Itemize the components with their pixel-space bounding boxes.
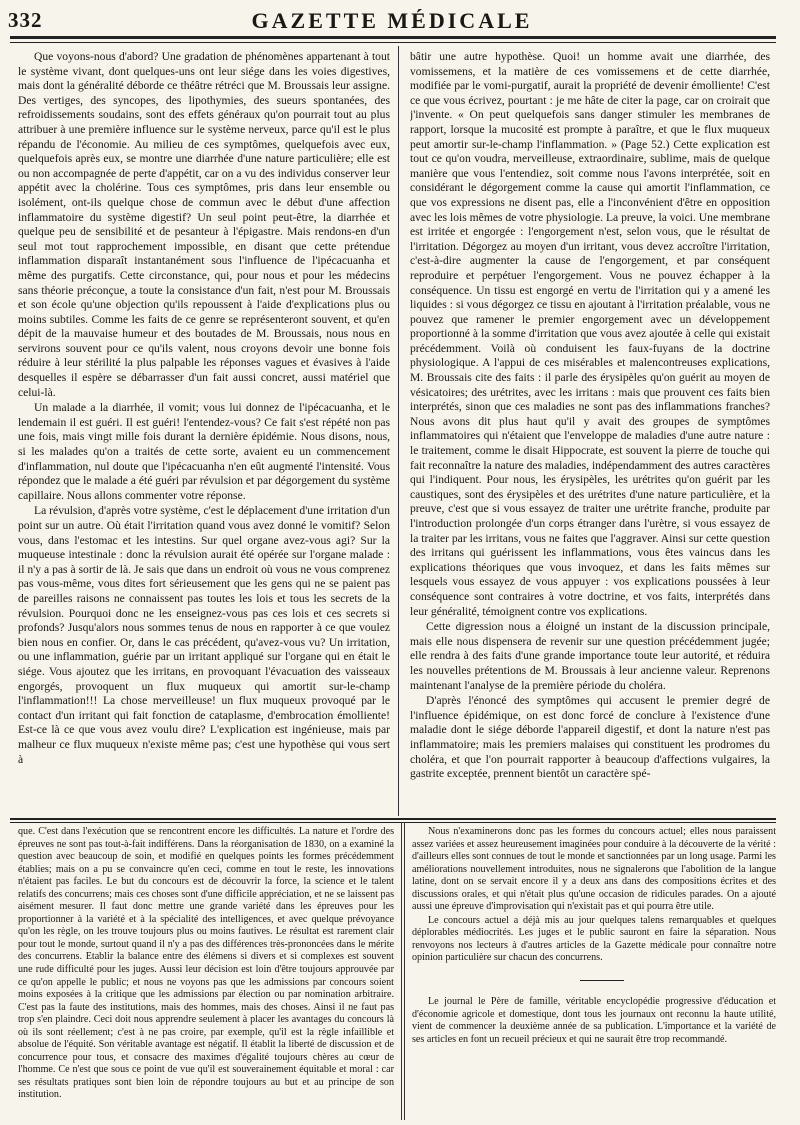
masthead: GAZETTE MÉDICALE — [251, 8, 533, 33]
paragraph: que. C'est dans l'exécution que se rencontrent encore les difficultés. La nature et l'ordre des épreuves ne sont pas tout-à-fait indifférens. Dans la réorganisation de 1830, on a examiné la question avec beaucoup de soin, et modifié en quelques points les formes précédemment établies; mais on a pu se convaincre qu'en ceci, comme en tout le reste, les innovations n'étaient pas faciles. Le but du concours est de découvrir la force, la science et le talent relatifs des concurrens; mais ces choses sont d'une difficile appréciation, et ne se laissent pas aisément mesurer. Il faut donc mettre une grande variété dans les épreuves pour les proportionner à la variété et à la spécialité des intelligences, et avec quelque prévoyance qu'on les règle, on les trouve toujours plus ou moins fautives. Le résultat est rarement clair pour tout le monde, surtout quand il n'y a pas des différences très-prononcées dans le mérite des concurrens. Etablir la balance entre des élémens si divers et si complexes est souvent une rude difficulté pour les juges. Aussi leur décision est loin d'être toujours approuvée par ce qu'on appelle le public; et nous ne voyons pas que les admissions par concours soient moins exposées à la critique que les admissions par élection ou par nomination arbitraire. C'est pas la faute des institutions, mais des hommes, mais des choses. Ainsi il ne faut pas trop s'en plaindre. Ceci doit nous apprendre seulement à placer les avantages du concours là où ils sont réellement; c'est à ne pas croire, par exemple, qu'il est la règle infaillible et absolue de l'équité. Son véritable avantage est négatif. Il établit la liberté de discussion et de concurrence pour tous, et consacre des maximes d'égalité toujours chères au cœur de l'homme. Ce n'est que sous ce point de vue qu'il est souverainement équitable et moral : car ses résultats pratiques sont bien loin de répondre toujours au but et au principe de son institution. — [18, 826, 394, 1101]
notice-paragraph: Le journal le Père de famille, véritable encyclopédie progressive d'éducation et d'économie agricole et domestique, dont tous les journaux ont reconnu la haute utilité, vient de commencer la deuxième année de sa publication. L'importance et la variété de ses articles en font un recueil précieux et qui ne saurait être trop recommandé. — [412, 996, 776, 1045]
paragraph: Le concours actuel a déjà mis au jour quelques talens remarquables et quelques déplorables médiocrités. Les juges et le public sauront en faire la séparation. Nous renvoyons nos lecteurs à d'autres articles de la Gazette médicale pour connaître notre opinion particulière sur chacun des concurrens. — [412, 914, 776, 964]
paragraph: Que voyons-nous d'abord? Une gradation de phénomènes appartenant à tout le système vivant, dont quelques-uns ont leur siége dans les voies digestives, mais dont la généralité déborde ce théâtre rétréci que M. Broussais leur assigne. Des vertiges, des syncopes, des lipothymies, des sueurs spontanées, des refroidissements soudains, sont des effets généraux qu'on pourrait tout au plus attribuer à une première influence sur le système nerveux, parce qu'il est le plus répandu de l'économie. Au milieu de ces symptômes, quelquefois avec eux, quelquefois après eux, se montre une diarrhée d'une nature particulière; elle est ou non accompagnée de perte d'appétit, car on a vu des individus conserver leur appétit avec la cholérine. Tous ces symptômes, pris dans leur ensemble ou isolément, ont-ils quelque chose de commun avec le début d'une affection inflammatoire du système digestif? Un seul point peut-être, la diarrhée et quelque peu de sensibilité et de pesanteur à l'épigastre. Mais rendons-en d'un seul mot tout rapprochement impossible, en disant que cette prétendue inflammation disparaît instantanément sous l'influence de l'ipécacuanha et même des purgatifs. Cette circonstance, qui, pour nous et pour les médecins sans théorie préconçue, a toute la consistance d'un fait, n'est pour M. Broussais et son école qu'une objection qu'ils repoussent à l'aide d'explications plus ou moins subtiles. Comme les faits de ce genre se représenteront souvent, et qu'en dépit de la mauvaise humeur et des boutades de M. Broussais, nous nous en servirons souvent pour ce qu'ils valent, nous croyons devoir une bonne fois réduire à leur stérilité la plus palpable les réponses vagues et évasives à l'aide desquelles il espère se débarrasser d'un fait aussi concret, aussi matériel que celui-là. — [18, 50, 390, 399]
notice-block — [412, 996, 776, 1046]
section-rule-thick — [10, 818, 776, 820]
paragraph: Un malade a la diarrhée, il vomit; vous lui donnez de l'ipécacuanha, et le lendemain il est guéri. Il est guéri! l'entendez-vous? Ce fait s'est répété non pas une fois, mais vingt mille fois durant la dernière épidémie. Nous disons, nous, si les malades qu'on a traités de cette sorte, avaient eu un commencement d'inflammation, nul doute que l'ipécacuanha n'en eût augmenté l'intensité. Vous répondez que le malade a été guéri par révulsion et par dégorgement du système capillaire. Nous allons commenter votre réponse. — [18, 401, 390, 502]
paragraph: bâtir une autre hypothèse. Quoi! un homme avait une diarrhée, des vomissemens, et la matière de ces vomissemens et de cette diarrhée, modifiée par le vomi-purgatif, aurait la propriété de devenir émolliente! C'est ce que vous écrivez, pourtant : je me hâte de citer la page, car on croirait que j'invente. « On peut quelquefois sans danger stimuler les membranes de rapport, lorsque la mucosité est prompte à paraître, et que le flux muqueux peut amortir sur-le-champ l'inflammation. » (Page 52.) Cette explication est tout ce qu'on voudra, merveilleuse, extraordinaire, sublime, mais de quelque manière que vous l'entendiez, soit comme nous l'avons interprétée, soit en considérant le dégorgement comme la cause qui amortit l'inflammation, ce que vos expressions ne disent pas, elle a l'inconvénient d'être en opposition avec les lois mêmes de votre physiologie. La preuve, la voici. Une membrane est irritée et engorgée : l'engorgement n'est, selon vous, que le résultat de l'irritation. Dégorgez au moyen d'un irritant, vous devez accroître l'irritation, c'est-à-dire augmenter la cause de l'engorgement, et par conséquent reproduire et perpétuer l'engorgement. Vous ne pouvez échapper à la conséquence. Un tissu est engorgé en vertu de l'irritation qui y a amené les liquides : si vous dégorgez ce tissu en ajoutant à l'irritation préalable, vous ne pouvez que ramener le premier engorgement avec un développement proportionné à la somme d'irritation que vous avez ajoutée à celle qui existait précédemment. Voilà où conduisent les faux-fuyans de la doctrine physiologique. A l'appui de ces misérables et malencontreuses explications, M. Broussais cite des faits : il parle des érysipèles qu'on guérit au moyen de vésicatoires; des urétrites, avec les irritans : mais que prouvent ces faits bien interprétés, sinon que ces maladies ne sont pas des inflammations franches? Nous avons dit plus haut qu'il y avait des groupes de symptômes inflammatoires qui n'étaient que l'enveloppe de maladies d'une autre nature : le traitement, comme le disait Hippocrate, est souvent la pierre de touche qui fait reconnaître la nature des maladies, indépendamment des autres caractères qui l'indiquent. Pour nous, les érysipèles, les urétrites qu'on guérit par les caustiques, sont des érysipèles et des urétrites d'une nature particulière, et la preuve, c'est que si vous essayez de traiter une urétrite franche, produite par l'introduction prolongée d'un corps étranger dans l'urètre, si vous essayez de la traiter par les irritans, vous ne faites que l'aggraver. Ainsi sur cette question des irritans qui guérissent les inflammations, vous êtes vaincus dans les explications théoriques que vous invoquez, et dans les faits mêmes sur lesquels vous essayez de vous appuyer : vos explications poussées à leur conséquence sont contraires à votre doctrine, et vos faits, interprétés dans leur généralité, témoignent contre vos explications. — [410, 50, 770, 618]
short-divider — [580, 980, 624, 981]
article-column-left — [18, 50, 390, 812]
article-column-right — [410, 50, 770, 812]
paragraph: La révulsion, d'après votre système, c'est le déplacement d'une irritation d'un point sur un autre. Où était l'irritation quand vous avez donné le vomitif? Selon vous, dans l'estomac et les intestins. Sur quel organe avez-vous agi? Sur la muqueuse intestinale : donc la révulsion aurait été opérée sur l'organe malade : il n'y a pas à sortir de là. Je sais que dans un endroit où vous ne vous comprenez pas vous-même, vous dites fort sérieusement que les gens qui ne se paient pas de pareilles raisons ne connaissent pas toutes les lois et tous les secrets de la révulsion. Pourquoi donc ne les enseignez-vous pas ces lois et ces secrets si profonds? Jusqu'alors nous sommes tenus de nous en rapporter à ce que voulez bien nous en confier. Or, dans le cas précédent, qu'avez-vous vu? Un irritation, ou une inflammation, guérie par un irritant appliqué sur l'organe qui en était le siége. Vous ajoutez que les irritans, en provoquant l'évacuation des vaisseaux engorgés, provoquent un flux muqueux qui amortit sur-le-champ l'inflammation!!! La chose merveilleuse! un flux muqueux provoqué par le contact d'un irritant qui fait fonction de cataplasme, d'embrocation émolliente! Est-ce là ce que vous avez voulu dire? L'explication est ingénieuse, mais par malheur ce flux muqueux n'existe même pas; c'est une hypothèse qui vous sert à — [18, 504, 390, 766]
column-divider — [401, 822, 402, 1120]
paragraph: Cette digression nous a éloigné un instant de la discussion principale, mais elle nous dispensera de revenir sur une question précédemment jugée; elle rendra à des faits d'une grande importance toute leur autorité, et réduira les nouvelles prétentions de M. Broussais à leur ancienne valeur. Reprenons maintenant l'analyse de la première période du choléra. — [410, 620, 770, 692]
section-rule-thin — [10, 822, 776, 823]
paragraph: D'après l'énoncé des symptômes qui accusent le premier degré de l'influence épidémique, on est donc forcé de conclure à l'existence d'une maladie dont le siége déborde l'appareil digestif, et dont la nature n'est pas inflammatoire; mais les premiers malaises qui constituent les prodromes du choléra, et que l'on pourrait rapporter à beaucoup d'affections vulgaires, la gastrite exceptée, prennent bientôt un caractère spé- — [410, 694, 770, 781]
column-divider — [398, 46, 399, 816]
page-header — [8, 4, 776, 34]
paragraph: Nous n'examinerons donc pas les formes du concours actuel; elles nous paraissent assez variées et assez heureusement imaginées pour conduire à la découverte de la vérité : d'ailleurs elles sont connues de tout le monde et sanctionnées par un long usage. Parmi les améliorations nouvellement introduites, nous ne signalerons que l'abolition de la langue latine, dont on se servait encore il y a deux ans dans des compositions écrites et des discussions orales, et qui n'était plus qu'une occasion de ridicules parades. On a ajouté aussi une épreuve d'improvisation qui n'existait pas et qui pourra être utile. — [412, 826, 776, 913]
header-rule-thick — [10, 36, 776, 39]
feuilleton-column-left — [18, 826, 394, 1118]
header-rule-thin — [10, 42, 776, 43]
page-number: 332 — [8, 8, 43, 32]
column-divider — [404, 822, 405, 1120]
